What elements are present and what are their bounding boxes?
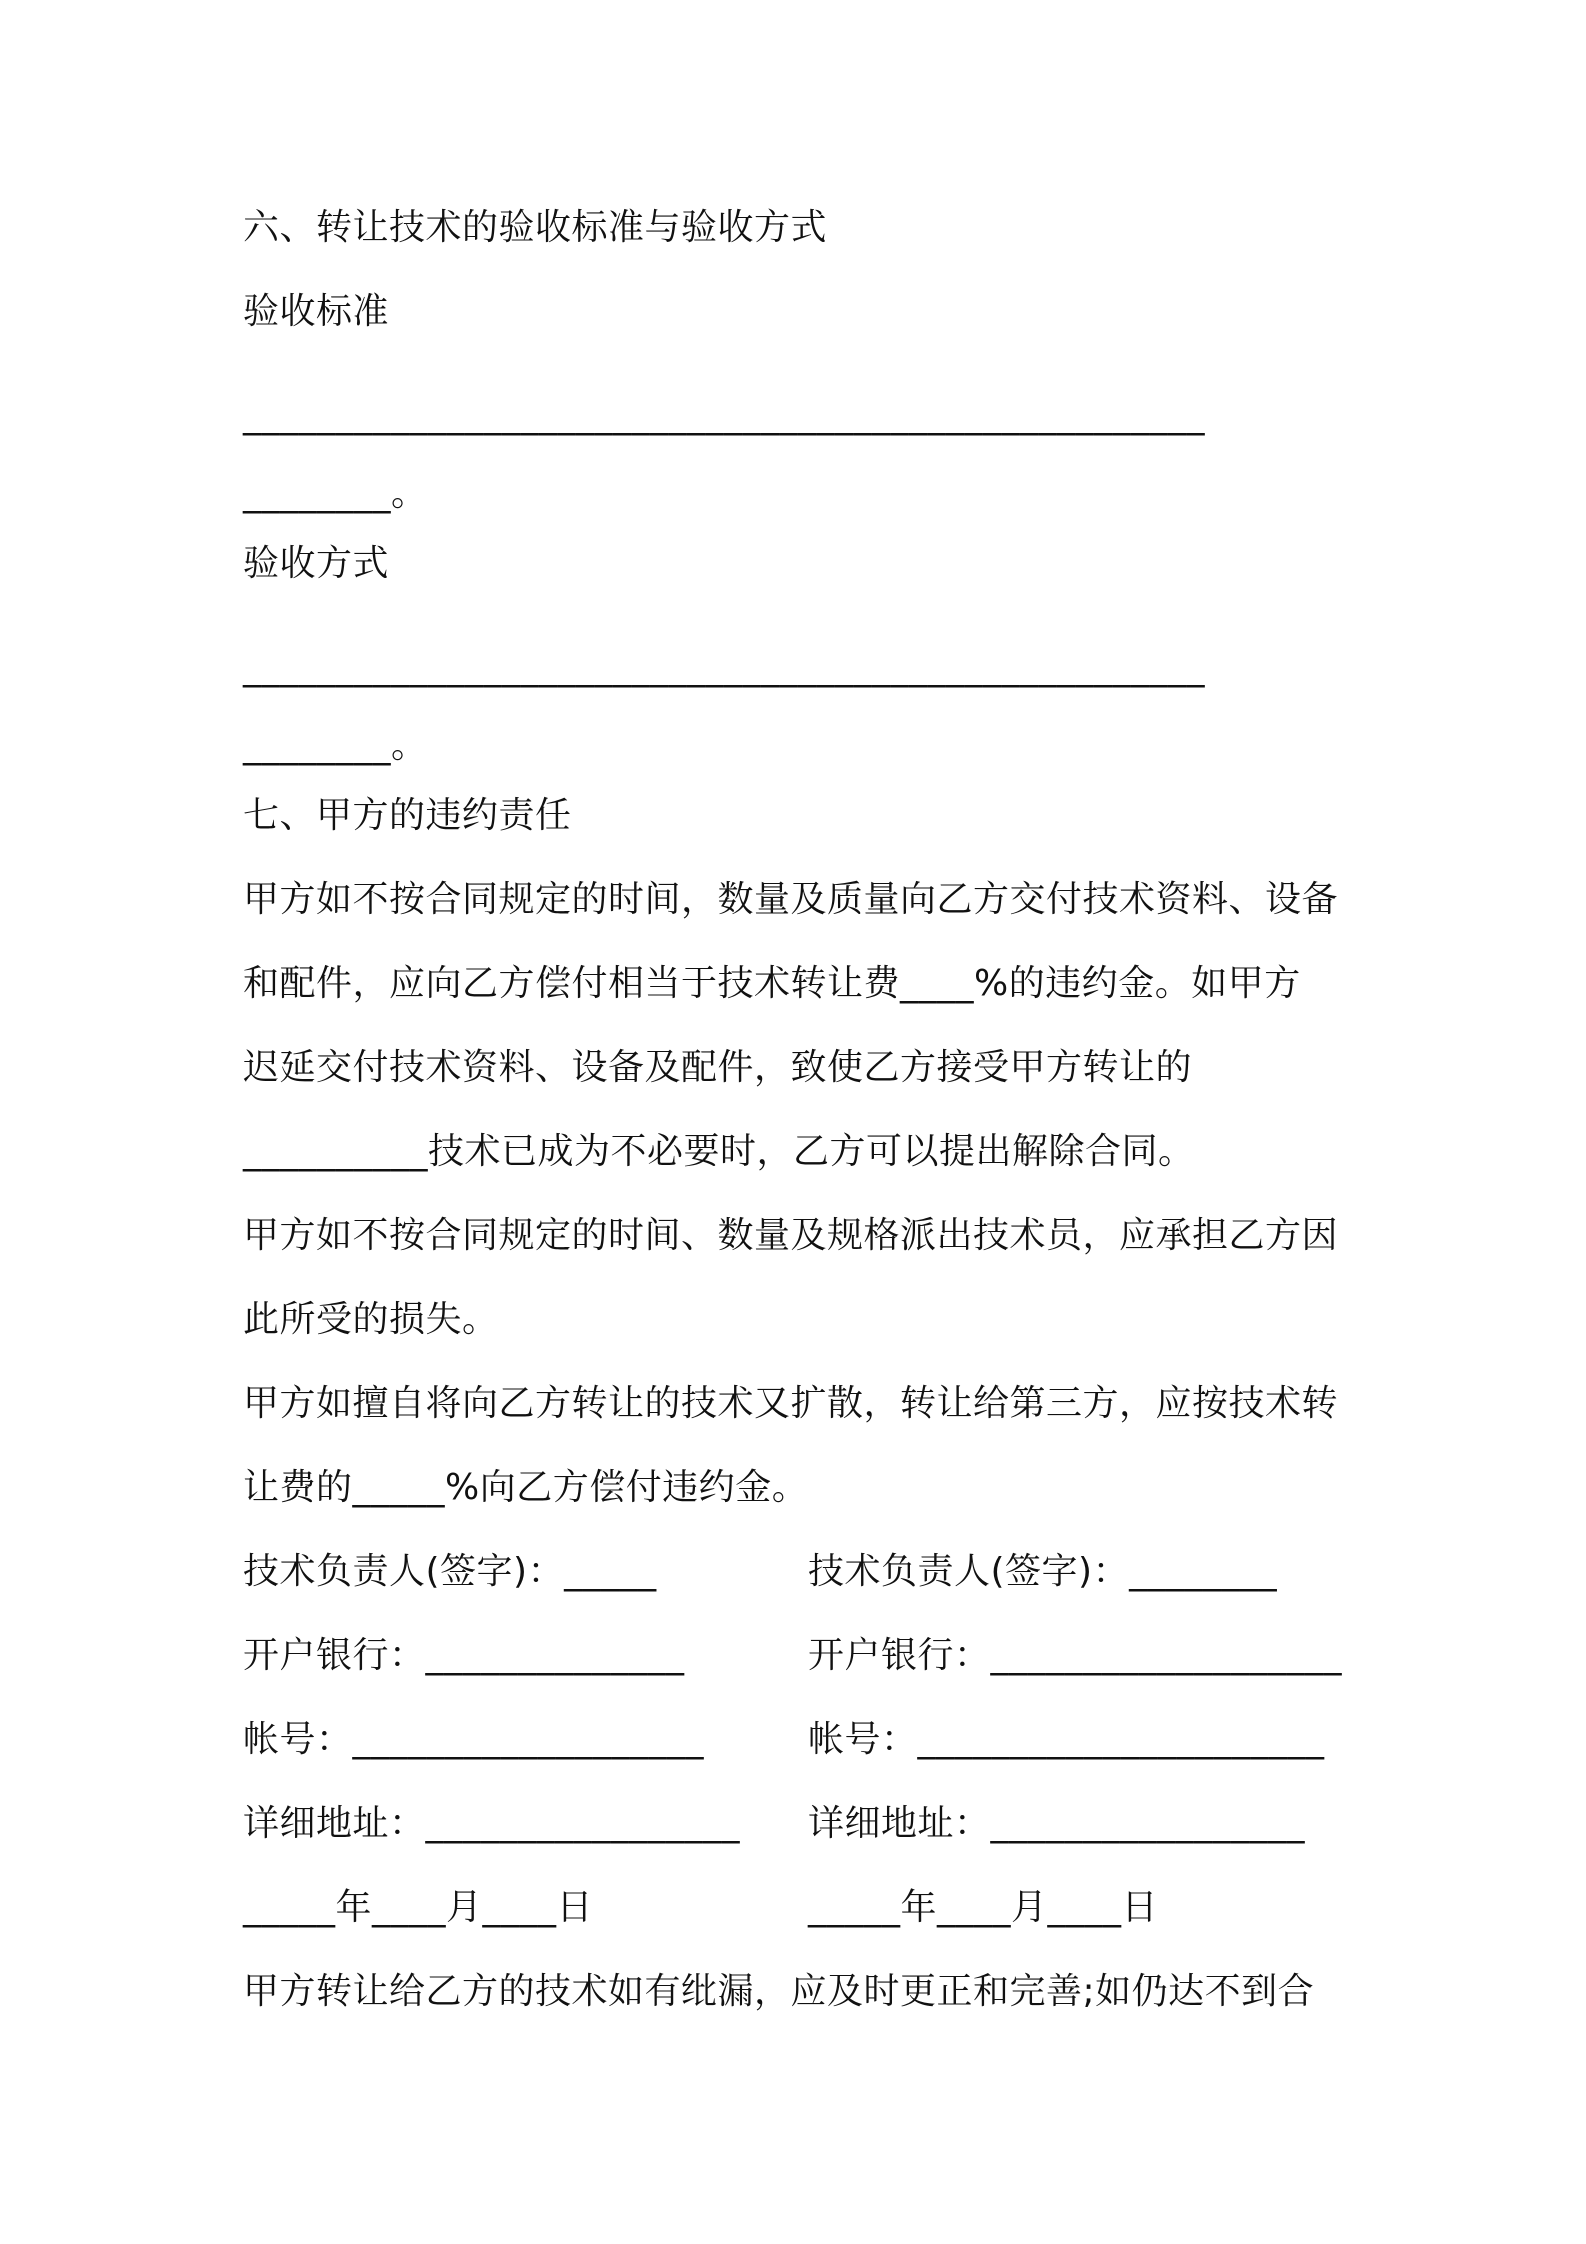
- section6-heading: 六、转让技术的验收标准与验收方式: [243, 207, 828, 248]
- breach-paragraph-2-line-2: 此所受的损失。: [243, 1299, 499, 1340]
- right-account: 帐号：______________________: [808, 1719, 1325, 1760]
- right-bank: 开户银行：___________________: [808, 1635, 1343, 1676]
- acceptance-standard-label: 验收标准: [243, 291, 390, 332]
- breach-paragraph-3-line-2: 让费的_____%向乙方偿付违约金。: [243, 1467, 809, 1508]
- acceptance-standard-blank-end: ________。: [243, 473, 428, 514]
- section7-heading: 七、甲方的违约责任: [243, 795, 572, 836]
- right-date: _____年____月____日: [808, 1887, 1159, 1928]
- right-address: 详细地址：_________________: [808, 1803, 1306, 1844]
- acceptance-method-label: 验收方式: [243, 543, 390, 584]
- breach-paragraph-1-line-4: __________技术已成为不必要时，乙方可以提出解除合同。: [243, 1131, 1195, 1172]
- left-address: 详细地址：_________________: [243, 1803, 741, 1844]
- left-date: _____年____月____日: [243, 1887, 594, 1928]
- left-account: 帐号：___________________: [243, 1719, 705, 1760]
- breach-paragraph-1-line-3: 迟延交付技术资料、设备及配件，致使乙方接受甲方转让的: [243, 1047, 1193, 1088]
- left-tech-lead-signature: 技术负责人(签字)：_____: [243, 1551, 657, 1592]
- acceptance-standard-blank: ____________________________________________________: [243, 395, 1205, 436]
- breach-paragraph-3-line-1: 甲方如擅自将向乙方转让的技术又扩散，转让给第三方，应按技术转: [243, 1383, 1339, 1424]
- left-bank: 开户银行：______________: [243, 1635, 685, 1676]
- acceptance-method-blank: ____________________________________________________: [243, 647, 1205, 688]
- tail-paragraph-line-1: 甲方转让给乙方的技术如有纰漏，应及时更正和完善;如仍达不到合: [243, 1971, 1315, 2012]
- breach-paragraph-1-line-2: 和配件，应向乙方偿付相当于技术转让费____%的违约金。如甲方: [243, 963, 1301, 1004]
- acceptance-method-blank-end: ________。: [243, 725, 428, 766]
- breach-paragraph-1-line-1: 甲方如不按合同规定的时间，数量及质量向乙方交付技术资料、设备: [243, 879, 1339, 920]
- right-tech-lead-signature: 技术负责人(签字)：________: [808, 1551, 1278, 1592]
- breach-paragraph-2-line-1: 甲方如不按合同规定的时间、数量及规格派出技术员，应承担乙方因: [243, 1215, 1339, 1256]
